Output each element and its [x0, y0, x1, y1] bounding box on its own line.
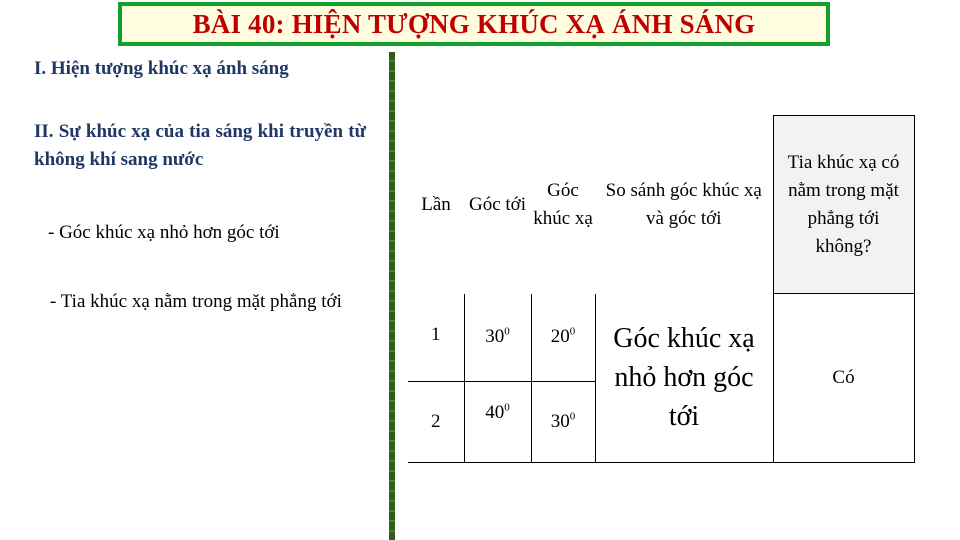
cell-comparison: Góc khúc xạ nhỏ hơn góc tới	[595, 294, 773, 463]
degree-mark: 0	[504, 325, 510, 338]
cell-lan: 2	[408, 382, 464, 463]
header-goc-toi: Góc tới	[464, 116, 531, 294]
conclusion-bullet-2: - Tia khúc xạ nằm trong mặt phẳng tới	[50, 291, 342, 312]
cell-goc-khuc-xa: $30^0$	[531, 382, 595, 463]
title-banner	[118, 2, 830, 46]
conclusion-bullet-1: - Góc khúc xạ nhỏ hơn góc tới	[48, 222, 280, 243]
experiment-table	[408, 115, 915, 463]
cell-lan: 1	[408, 294, 464, 382]
slide-title: BÀI 40: HIỆN TƯỢNG KHÚC XẠ ÁNH SÁNG	[192, 8, 756, 39]
vertical-divider	[389, 52, 395, 540]
cell-answer: Có	[773, 294, 914, 463]
section-1-heading: I. Hiện tượng khúc xạ ánh sáng	[34, 58, 289, 79]
table-header-row	[408, 116, 914, 294]
header-goc-khuc-xa: Góc khúc xạ	[531, 116, 595, 294]
header-lan: Lần	[408, 116, 464, 294]
header-so-sanh: So sánh góc khúc xạ và góc tới	[595, 116, 773, 294]
cell-goc-khuc-xa: $20^0$	[531, 294, 595, 382]
header-tia-khuc-xa: Tia khúc xạ có nằm trong mặt phẳng tới không?	[773, 116, 914, 294]
degree-mark: 0	[504, 401, 510, 414]
table-row	[408, 294, 914, 382]
degree-mark: 0	[569, 410, 576, 423]
section-2-heading: II. Sự khúc xạ của tia sáng khi truyền từ không khí sang nước	[34, 121, 366, 170]
cell-goc-toi: $30^0$	[464, 294, 531, 382]
cell-goc-toi: $40^0$	[464, 382, 531, 463]
degree-mark: 0	[569, 325, 576, 338]
